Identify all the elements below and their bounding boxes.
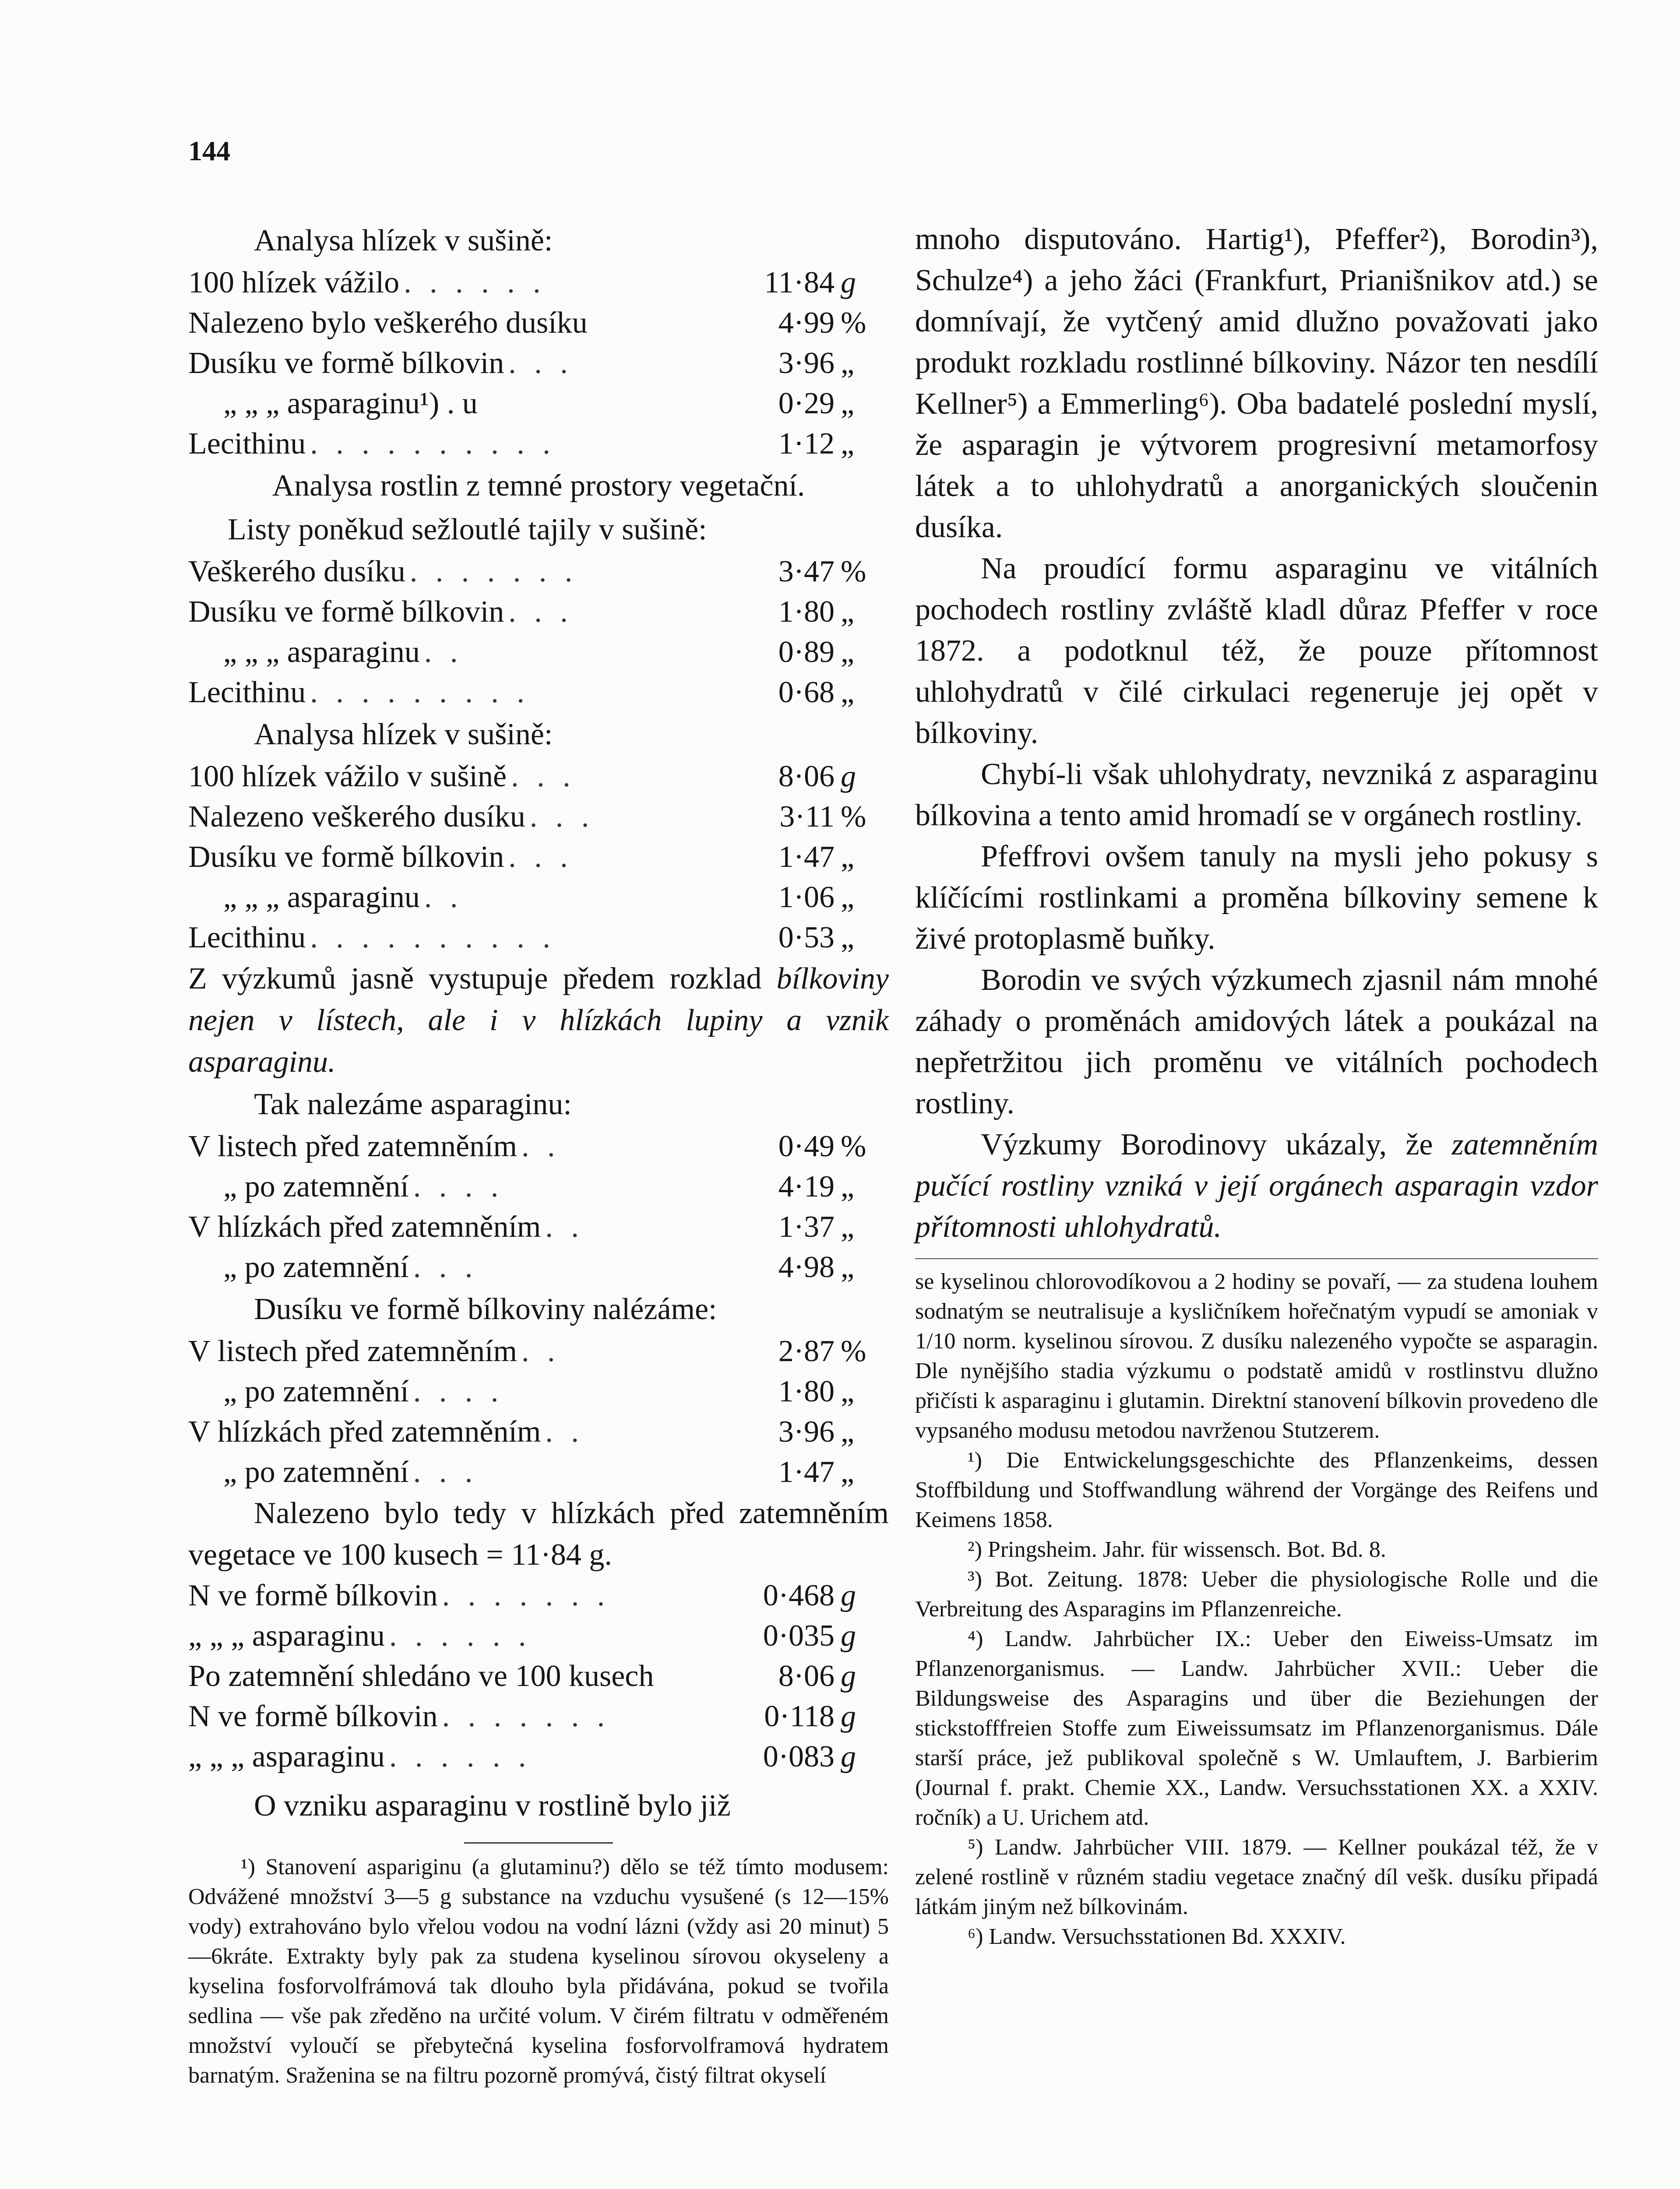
table-listy	[188, 552, 889, 713]
paragraph-borodin: Borodin ve svých výzkumech zjasnil nám mnohé záhady o proměnách amidových látek a poukázal na nepřetržitou jich proměnu ve vitálních pochodech rostliny.	[915, 963, 1598, 1120]
table-asparagin	[188, 1126, 889, 1288]
table-row: V listech před zatemněním . . 0·49 %	[188, 1130, 866, 1163]
table-row: 100 hlízek vážilo v sušině . . . 8·06 g	[188, 760, 856, 793]
paragraph-o-vzniku: O vzniku asparaginu v rostlině bylo již	[254, 1789, 731, 1823]
paragraph-disputovano: mnoho disputováno. Hartig¹), Pfeffer²), Borodin³), Schulze⁴) a jeho žáci (Frankfurt, Prianišnikov atd.) se domnívají, že vytčený amid dlužno považovati jako produkt rozkladu rostlinné bílkoviny. Názor ten nesdílí Kellner⁵) a Emmerling⁶). Oba badatelé poslední myslí, že asparagin je výtvorem progresivní metamorfosy látek a to uhlohydratů a anorganických sloučenin dusíka.	[915, 222, 1598, 544]
table-bilkoviny	[188, 1331, 889, 1492]
table-row: 100 hlízek vážilo . . . . . . 11·84 g	[188, 266, 856, 299]
heading-tak-nalezame: Tak nalezáme asparaginu:	[254, 1087, 572, 1121]
page-number: 144	[188, 135, 230, 166]
table-row: N ve formě bílkovin . . . . . . . 0·468 g	[188, 1579, 856, 1612]
table-row: „ „ „ asparaginu . . 1·06 „	[223, 880, 855, 914]
footnote-1-right: ¹) Die Entwickelungsgeschichte des Pflanzenkeims, dessen Stoffbildung und Stoffwandlung während der Vorgänge des Reifens und Keimens 1858.	[915, 1448, 1598, 1532]
table-row: V hlízkách před zatemněním . . 3·96 „	[188, 1415, 855, 1449]
table-row: Lecithinu . . . . . . . . . . 1·12 „	[188, 427, 855, 461]
heading-analysa-hlizek-2: Analysa hlízek v sušině:	[254, 718, 553, 751]
footnote-3-right: ³) Bot. Zeitung. 1878: Ueber die physiologische Rolle und die Verbreitung des Asparagins im Pflanzenreiche.	[915, 1567, 1598, 1622]
paragraph-proudici-forma: Na proudící formu asparaginu ve vitálních pochodech rostliny zvláště kladl důraz Pfeffer v roce 1872. a podotknul též, že pouze přítomnost uhlohydratů v čilé cirkulaci regeneruje jej opět v bílkoviny.	[915, 552, 1598, 750]
paragraph-chybi-li: Chybí-li však uhlohydraty, nevzniká z asparaginu bílkovina a tento amid hromadí se v orgánech rostliny.	[915, 757, 1598, 832]
table-row: Dusíku ve formě bílkovin . . . 3·96 „	[188, 346, 855, 380]
table-row: Nalezeno bylo veškerého dusíku 4·99 %	[188, 306, 866, 340]
heading-listy: Listy poněkud sežloutlé tajily v sušině:	[228, 513, 707, 546]
paragraph-vyzkumy-borodinovy: Výzkumy Borodinovy ukázaly, že zatemněním pučící rostliny vzniká v její orgánech asparagin vzdor přítomnosti uhlohydratů.	[915, 1128, 1598, 1244]
table-row: Po zatemnění shledáno ve 100 kusech 8·06 g	[188, 1659, 856, 1693]
footnote-divider	[464, 1842, 613, 1844]
table-row: Dusíku ve formě bílkovin . . . 1·80 „	[188, 595, 855, 629]
table-row: „ „ „ asparaginu¹) . u 0·29 „	[223, 387, 855, 420]
table-row: „ „ „ asparaginu . . . . . . 0·035 g	[188, 1619, 856, 1653]
footnote-1: ¹) Stanovení aspariginu (a glutaminu?) dělo se též tímto modusem: Odvážené množství 3—5 g substance na vzduchu vysušené (s 12—15% vody) extrahováno bylo vřelou vodou na vodní lázni (vždy asi 20 minut) 5—6kráte. Extrakty byly pak za studena kyselinou sírovou okyseleny a kyselina fosforvolfrámová tak dlouho byla přidávána, pokud se tvořila sedlina — vše pak zředěno na určité volum. V čirém filtratu v odměřeném množství vyloučí se přebytečná kyselina fosforvolframová hydratem barnatým. Sraženina se na filtru pozorně promývá, čistý filtrat okyselí	[188, 1855, 889, 2088]
heading-analysa-rostlin: Analysa rostlin z temné prostory vegetační.	[272, 469, 805, 503]
paragraph-pfeffrovi: Pfeffrovi ovšem tanuly na mysli jeho pokusy s klíčícími rostlinkami a proměna bílkoviny semene k živé protoplasmě buňky.	[915, 840, 1598, 956]
paragraph-nalezeno: Nalezeno bylo tedy v hlízkách před zatemněním vegetace ve 100 kusech = 11·84 g.	[188, 1496, 889, 1572]
table-row: „ po zatemnění . . . . 1·80 „	[223, 1375, 855, 1408]
footnote-4-right: ⁴) Landw. Jahrbücher IX.: Ueber den Eiweiss-Umsatz im Pflanzenorganismus. — Landw. Jahrbücher XVII.: Ueber die Bildungsweise des Asparagins und über die Beziehungen der stickstofffreien Stoffe zum Eiweissumsatz im Pflanzenorganismus. Dále starší práce, jež publikoval společně s W. Umlauftem, J. Barbierim (Journal f. prakt. Chemie XX., Landw. Versuchsstationen XX. a XXIV. ročník) a U. Urichem atd.	[915, 1626, 1598, 1830]
table-hlizky-2	[188, 757, 889, 958]
table-row: „ „ „ asparaginu . . 0·89 „	[223, 635, 855, 669]
footnote-5-right: ⁵) Landw. Jahrbücher VIII. 1879. — Kellner poukázal též, že v zelené rostlině v různém stadiu vegetace značný díl vešk. dusíku připadá látkám jiným než bílkovinám.	[915, 1835, 1598, 1919]
table-row: Dusíku ve formě bílkovin . . . 1·47 „	[188, 840, 855, 874]
table-row: Nalezeno veškerého dusíku . . . 3·11 %	[188, 800, 866, 834]
table-row: N ve formě bílkovin . . . . . . . 0·118 g	[188, 1700, 856, 1733]
footnote-divider-right	[915, 1258, 1598, 1259]
table-row: Lecithinu . . . . . . . . . 0·68 „	[188, 676, 855, 709]
heading-dusiku-bilkoviny: Dusíku ve formě bílkoviny nalézáme:	[254, 1292, 717, 1326]
paragraph-vyzkumy: Z výzkumů jasně vystupuje předem rozklad bílkoviny nejen v lístech, ale i v hlízkách lupiny a vznik asparaginu.	[188, 962, 889, 1079]
table-row: „ po zatemnění . . . . 4·19 „	[223, 1170, 855, 1204]
table-row: Lecithinu . . . . . . . . . . 0·53 „	[188, 921, 855, 954]
left-column	[188, 219, 889, 2090]
table-hlizky-1	[188, 263, 889, 464]
footnote-6-right: ⁶) Landw. Versuchsstationen Bd. XXXIV.	[968, 1924, 1346, 1949]
table-row: „ po zatemnění . . . 4·98 „	[223, 1250, 855, 1284]
table-row: „ „ „ asparaginu . . . . . . 0·083 g	[188, 1740, 856, 1774]
table-kusy	[188, 1576, 889, 1777]
footnote-continuation: se kyselinou chlorovodíkovou a 2 hodiny se povaří, — za studena louhem sodnatým se neutralisuje a kysličníkem hořečnatým vypudí se amoniak v 1/10 norm. kyselinou sírovou. Z dusíku nalezeného vypočte se asparagin. Dle nynějšího stadia výzkumu o podstatě amidů v rostlinstvu dlužno přičísti k asparaginu i glutamin. Direktní stanovení bílkovin provedeno dle vypsaného modusu metodou navrženou Stutzerem.	[915, 1269, 1598, 1443]
footnote-2-right: ²) Pringsheim. Jahr. für wissensch. Bot. Bd. 8.	[968, 1537, 1386, 1562]
table-row: „ po zatemnění . . . 1·47 „	[223, 1455, 855, 1489]
table-row: V hlízkách před zatemněním . . 1·37 „	[188, 1210, 855, 1244]
table-row: Veškerého dusíku . . . . . . . 3·47 %	[188, 555, 866, 588]
right-column	[915, 219, 1598, 1952]
heading-analysa-hlizek: Analysa hlízek v sušině:	[254, 224, 553, 257]
table-row: V listech před zatemněním . . 2·87 %	[188, 1334, 866, 1368]
